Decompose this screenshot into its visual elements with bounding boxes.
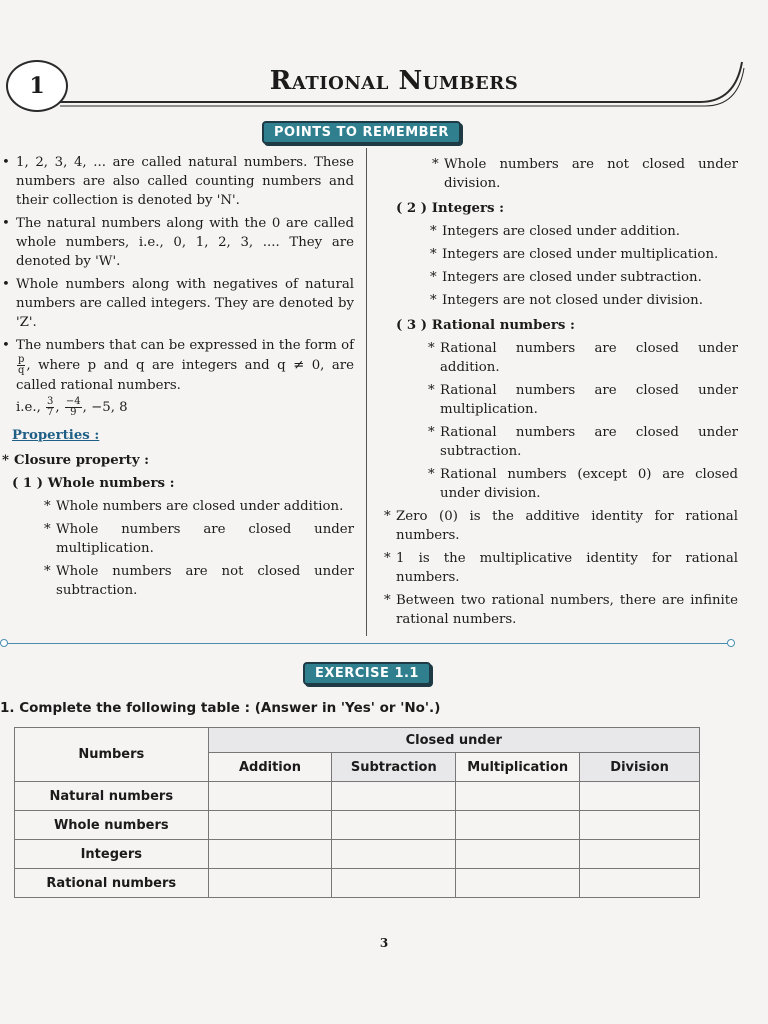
exercise-banner	[303, 662, 431, 685]
whole-item-1: * Whole numbers are closed under addition.	[44, 497, 354, 516]
rational-numbers-text	[2, 336, 354, 395]
rational-heading: ( 3 ) Rational numbers :	[396, 318, 575, 333]
rational-examples: i.e., $\frac{3}{7}$ , $\frac{-4}{9}$ , −5, 8	[16, 396, 128, 418]
whole-item-2: * Whole numbers are closed under multiplication.	[44, 520, 354, 558]
rational-item-3: * Rational numbers are closed under subtraction.	[428, 423, 738, 461]
whole-item-4: * Whole numbers are not closed under division.	[432, 155, 738, 193]
integers-heading: ( 2 ) Integers :	[396, 201, 504, 216]
left-column	[2, 153, 354, 604]
answer-cell[interactable]	[208, 840, 332, 869]
infinite-rationals: * Between two rational numbers, there are infinite rational numbers.	[384, 591, 738, 629]
table-row	[15, 782, 700, 811]
answer-cell[interactable]	[332, 811, 456, 840]
exercise-banner-label: EXERCISE 1.1	[303, 662, 431, 685]
row-whole-numbers: Whole numbers	[15, 811, 209, 840]
row-natural-numbers: Natural numbers	[15, 782, 209, 811]
right-column	[380, 155, 738, 633]
fraction-3-7: $\frac{3}{7}$	[47, 396, 54, 418]
answer-cell[interactable]	[332, 782, 456, 811]
p-over-q: $\frac{p}{q}$	[18, 354, 25, 376]
table-row	[15, 869, 700, 898]
whole-item-3: * Whole numbers are not closed under subtraction.	[44, 562, 354, 600]
chapter-title: Rational Numbers	[269, 66, 519, 96]
rule-dot-right	[727, 639, 735, 647]
answer-cell[interactable]	[456, 782, 580, 811]
rational-def-b: , where p and q are integers and q ≠ 0, are called rational numbers.	[16, 358, 354, 393]
answer-cell[interactable]	[332, 840, 456, 869]
answer-cell[interactable]	[456, 811, 580, 840]
integers-item-1: * Integers are closed under addition.	[430, 222, 738, 241]
natural-numbers-text: • 1, 2, 3, 4, ... are called natural numbers. These numbers are also called counting numbers and their collection is denoted by 'N'.	[2, 153, 354, 210]
col-addition: Addition	[208, 753, 332, 782]
answer-cell[interactable]	[580, 811, 700, 840]
properties-heading: Properties :	[12, 428, 100, 443]
rational-item-2: * Rational numbers are closed under multiplication.	[428, 381, 738, 419]
header-swoosh	[0, 58, 748, 110]
answer-cell[interactable]	[580, 840, 700, 869]
answer-cell[interactable]	[580, 782, 700, 811]
table-row	[15, 811, 700, 840]
rational-item-1: * Rational numbers are closed under addition.	[428, 339, 738, 377]
additive-identity: * Zero (0) is the additive identity for rational numbers.	[384, 507, 738, 545]
answer-cell[interactable]	[208, 811, 332, 840]
fraction-neg4-9: $\frac{-4}{9}$	[65, 396, 81, 418]
row-rational-numbers: Rational numbers	[15, 869, 209, 898]
rule-dot-left	[0, 639, 8, 647]
answer-cell[interactable]	[580, 869, 700, 898]
answer-cell[interactable]	[456, 840, 580, 869]
rational-item-4: * Rational numbers (except 0) are closed under division.	[428, 465, 738, 503]
table-row	[15, 840, 700, 869]
whole-numbers-heading: ( 1 ) Whole numbers :	[12, 476, 175, 491]
answer-cell[interactable]	[208, 869, 332, 898]
integers-text: • Whole numbers along with negatives of natural numbers are called integers. They are denoted by 'Z'.	[2, 275, 354, 332]
answer-cell[interactable]	[456, 869, 580, 898]
integers-item-2: * Integers are closed under multiplication.	[430, 245, 738, 264]
col-numbers-header: Numbers	[15, 728, 209, 782]
exercise-question: 1. Complete the following table : (Answer in 'Yes' or 'No'.)	[0, 700, 441, 716]
col-subtraction: Subtraction	[332, 753, 456, 782]
rational-def-a: The numbers that can be expressed in the form of	[16, 338, 354, 353]
row-integers: Integers	[15, 840, 209, 869]
answer-cell[interactable]	[332, 869, 456, 898]
points-banner-label: POINTS TO REMEMBER	[262, 121, 461, 144]
chapter-number: 1	[29, 73, 45, 99]
col-division: Division	[580, 753, 700, 782]
page-number: 3	[379, 936, 389, 950]
column-divider	[366, 148, 367, 636]
section-rule	[4, 643, 730, 644]
multiplicative-identity: * 1 is the multiplicative identity for rational numbers.	[384, 549, 738, 587]
integers-item-3: * Integers are closed under subtraction.	[430, 268, 738, 287]
answer-cell[interactable]	[208, 782, 332, 811]
col-multiplication: Multiplication	[456, 753, 580, 782]
closure-heading: * Closure property :	[2, 451, 354, 470]
closure-table	[14, 727, 700, 898]
integers-item-4: * Integers are not closed under division.	[430, 291, 738, 310]
whole-numbers-text: • The natural numbers along with the 0 are called whole numbers, i.e., 0, 1, 2, 3, .... They are denoted by 'W'.	[2, 214, 354, 271]
col-closed-under-header: Closed under	[208, 728, 699, 753]
points-banner	[262, 121, 461, 144]
